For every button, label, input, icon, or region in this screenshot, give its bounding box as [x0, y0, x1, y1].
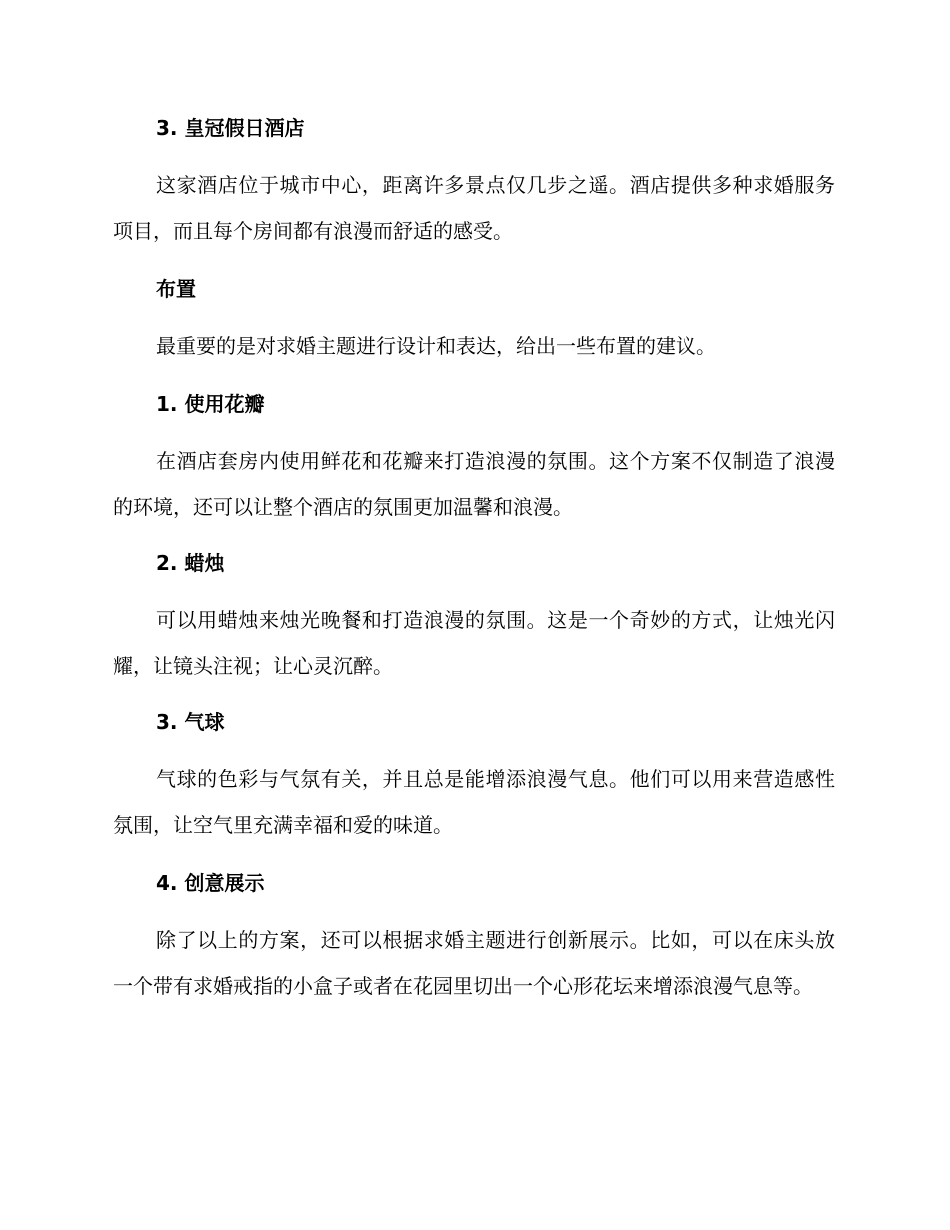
section-heading-hotel: 3. 皇冠假日酒店 — [156, 116, 305, 140]
section-heading-petals: 1. 使用花瓣 — [156, 392, 265, 416]
section-heading-balloons: 3. 气球 — [156, 710, 225, 734]
section-paragraph-candles: 可以用蜡烛来烛光晚餐和打造浪漫的氛围。这是一个奇妙的方式，让烛光闪耀，让镜头注视；让心灵沉醉。 — [113, 608, 835, 678]
section-heading-creative: 4. 创意展示 — [156, 871, 265, 895]
section-paragraph-decoration: 最重要的是对求婚主题进行设计和表达，给出一些布置的建议。 — [156, 334, 716, 358]
section-paragraph-hotel: 这家酒店位于城市中心，距离许多景点仅几步之遥。酒店提供多种求婚服务项目，而且每个房间都有浪漫而舒适的感受。 — [113, 173, 835, 243]
section-paragraph-creative: 除了以上的方案，还可以根据求婚主题进行创新展示。比如，可以在床头放一个带有求婚戒指的小盒子或者在花园里切出一个心形花坛来增添浪漫气息等。 — [113, 928, 835, 998]
section-heading-decoration: 布置 — [156, 277, 196, 301]
section-paragraph-petals: 在酒店套房内使用鲜花和花瓣来打造浪漫的氛围。这个方案不仅制造了浪漫的环境，还可以让整个酒店的氛围更加温馨和浪漫。 — [113, 449, 835, 519]
section-heading-candles: 2. 蜡烛 — [156, 551, 225, 575]
section-paragraph-balloons: 气球的色彩与气氛有关，并且总是能增添浪漫气息。他们可以用来营造感性氛围，让空气里充满幸福和爱的味道。 — [113, 767, 835, 837]
